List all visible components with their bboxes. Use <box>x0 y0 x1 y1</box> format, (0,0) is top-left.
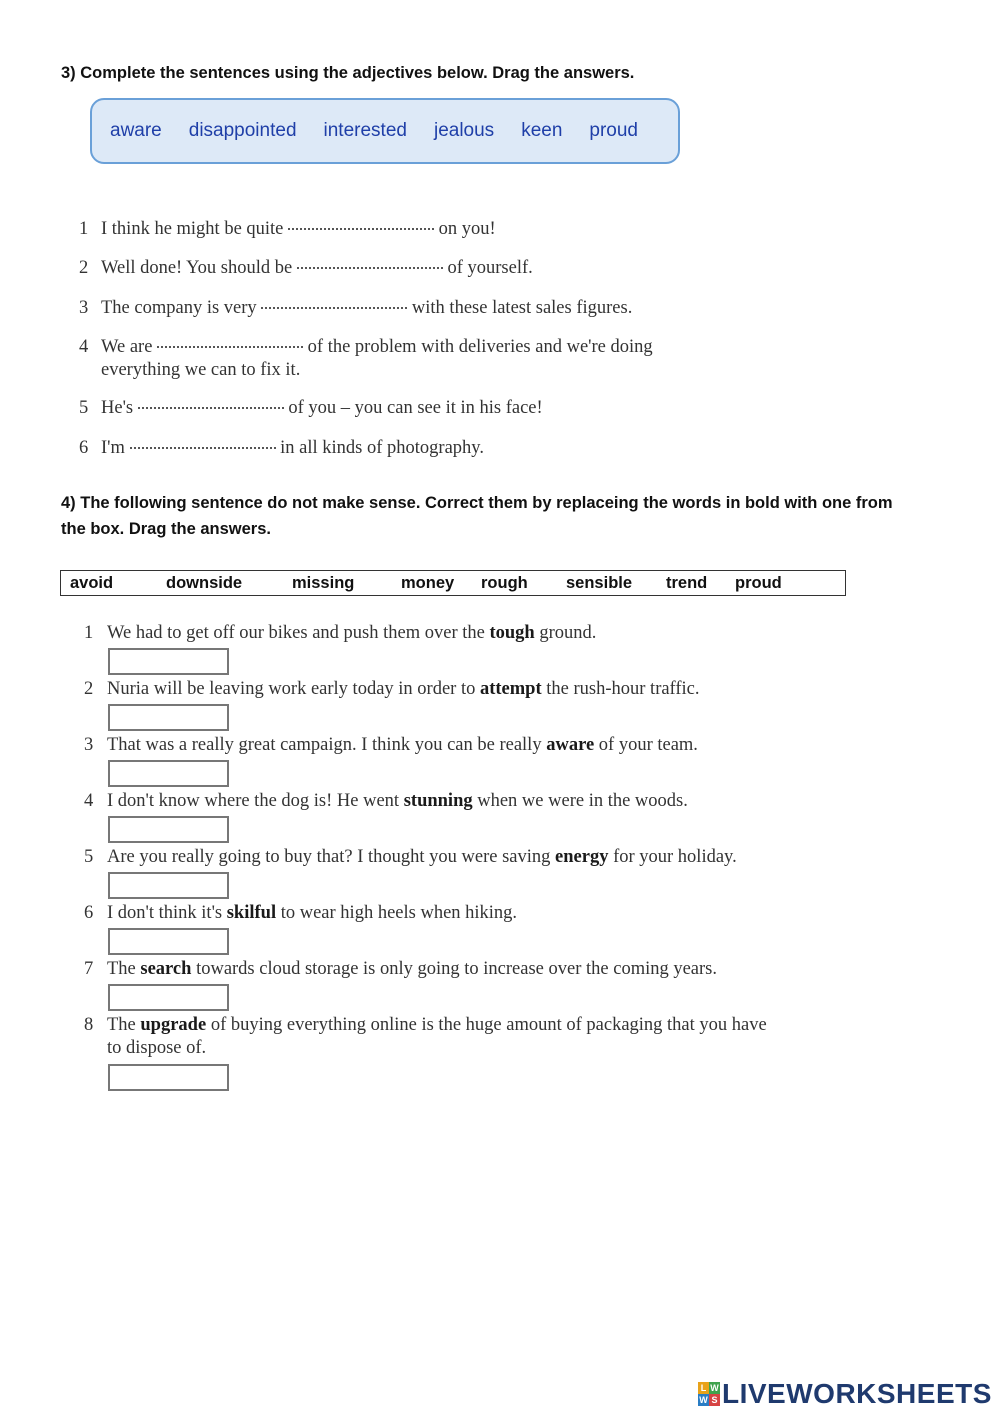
replacement-word-bank <box>60 570 846 596</box>
sentence-text-after: of yourself. <box>442 258 533 278</box>
sentence-text-after: the rush-hour traffic. <box>541 679 700 699</box>
exercise-3-sentence <box>79 297 632 320</box>
sentence-text-after: with these latest sales figures. <box>407 298 633 318</box>
sentence-text-before: The <box>107 959 141 979</box>
exercise-4-sentence <box>84 678 864 701</box>
sentence-number: 4 <box>79 337 89 357</box>
word-chip[interactable]: missing <box>292 574 355 592</box>
sentence-text-before: Are you really going to buy that? I thought you were saving <box>107 847 556 867</box>
word-chip[interactable]: sensible <box>566 574 633 592</box>
word-chip[interactable]: money <box>401 574 455 592</box>
answer-drop-zone[interactable] <box>138 397 284 413</box>
exercise-4-sentence <box>84 958 864 981</box>
sentence-text-after: of buying everything online is the huge amount of packaging that you have <box>206 1015 767 1035</box>
bold-wrong-word: aware <box>546 735 595 755</box>
sentence-text-before: The <box>107 1015 141 1035</box>
word-chip[interactable]: rough <box>481 574 528 592</box>
bold-wrong-word: attempt <box>479 679 542 699</box>
answer-box[interactable] <box>108 984 229 1011</box>
sentence-number: 3 <box>79 298 89 318</box>
bold-wrong-word: skilful <box>226 903 277 923</box>
exercise-4-sentence <box>84 622 864 645</box>
exercise-4-sentence <box>84 846 864 869</box>
exercise-4-sentence <box>84 902 864 925</box>
word-chip[interactable]: trend <box>666 574 708 592</box>
sentence-continuation: everything we can to fix it. <box>101 360 301 380</box>
word-chip[interactable]: proud <box>589 120 638 141</box>
sentence-number: 6 <box>84 903 94 923</box>
sentence-number: 8 <box>84 1015 94 1035</box>
word-chip[interactable]: jealous <box>433 120 495 141</box>
sentence-number: 3 <box>84 735 94 755</box>
sentence-number: 2 <box>84 679 94 699</box>
word-chip[interactable]: disappointed <box>188 120 297 141</box>
sentence-number: 7 <box>84 959 94 979</box>
answer-drop-zone[interactable] <box>261 297 407 313</box>
sentence-text-after: of you – you can see it in his face! <box>283 398 543 418</box>
sentence-text-before: I don't know where the dog is! He went <box>107 791 404 811</box>
sentence-number: 5 <box>84 847 94 867</box>
answer-box[interactable] <box>108 872 229 899</box>
sentence-text-after: towards cloud storage is only going to increase over the coming years. <box>191 959 718 979</box>
sentence-text-before: I'm <box>101 438 130 458</box>
exercise-4-sentence <box>84 790 864 813</box>
sentence-number: 2 <box>79 258 89 278</box>
bold-wrong-word: tough <box>489 623 535 643</box>
sentence-text-after: in all kinds of photography. <box>275 438 484 458</box>
answer-box[interactable] <box>108 816 229 843</box>
answer-box[interactable] <box>108 648 229 675</box>
sentence-text-before: He's <box>101 398 138 418</box>
word-chip[interactable]: avoid <box>70 574 114 592</box>
bold-wrong-word: search <box>140 959 192 979</box>
sentence-text-after: on you! <box>434 219 496 239</box>
exercise-3-sentence <box>79 437 484 460</box>
sentence-text-before: We had to get off our bikes and push them over the <box>107 623 490 643</box>
sentence-text-before: Nuria will be leaving work early today in order to <box>107 679 480 699</box>
sentence-continuation: to dispose of. <box>107 1038 207 1058</box>
bold-wrong-word: stunning <box>403 791 473 811</box>
sentence-text-after: ground. <box>534 623 597 643</box>
exercise-3-sentence <box>79 397 543 420</box>
logo-text: LIVEWORKSHEETS <box>722 1378 992 1409</box>
word-chip[interactable]: keen <box>521 120 563 141</box>
exercise-4-sentence <box>84 734 864 757</box>
sentence-number: 5 <box>79 398 89 418</box>
sentence-number: 6 <box>79 438 89 458</box>
answer-drop-zone[interactable] <box>130 437 276 453</box>
answer-drop-zone[interactable] <box>297 257 443 273</box>
exercise-3-sentence <box>79 336 653 382</box>
word-chip[interactable]: aware <box>110 120 162 141</box>
sentence-number: 4 <box>84 791 94 811</box>
sentence-text-after: when we were in the woods. <box>472 791 688 811</box>
sentence-text-before: Well done! You should be <box>101 258 297 278</box>
word-chip[interactable]: interested <box>323 120 407 141</box>
section-3-heading: 3) Complete the sentences using the adjectives below. Drag the answers. <box>61 64 635 82</box>
answer-drop-zone[interactable] <box>157 336 303 352</box>
sentence-text-before: That was a really great campaign. I think you can be really <box>107 735 547 755</box>
answer-box[interactable] <box>108 1064 229 1091</box>
answer-box[interactable] <box>108 704 229 731</box>
word-chip[interactable]: downside <box>166 574 243 592</box>
logo-mark-icon: L W W S <box>699 1383 719 1405</box>
bold-wrong-word: upgrade <box>140 1015 207 1035</box>
word-chip[interactable]: proud <box>735 574 782 592</box>
exercise-3-sentence <box>79 257 533 280</box>
section-4-heading: 4) The following sentence do not make sense. Correct them by replaceing the words in bold with one from the box. Drag the answers. <box>61 494 893 538</box>
sentence-text-after: for your holiday. <box>608 847 737 867</box>
sentence-number: 1 <box>84 623 94 643</box>
exercise-4-sentence <box>84 1014 864 1060</box>
sentence-text-after: of your team. <box>594 735 698 755</box>
sentence-text-after: to wear high heels when hiking. <box>276 903 518 923</box>
sentence-text-before: The company is very <box>101 298 262 318</box>
answer-box[interactable] <box>108 760 229 787</box>
bold-wrong-word: energy <box>555 847 609 867</box>
exercise-3-sentence <box>79 218 496 241</box>
sentence-text-before: We are <box>101 337 158 357</box>
sentence-number: 1 <box>79 219 89 239</box>
sentence-text-before: I think he might be quite <box>101 219 289 239</box>
adjective-word-bank <box>90 98 680 164</box>
sentence-text-after: of the problem with deliveries and we're doing <box>303 337 653 357</box>
answer-drop-zone[interactable] <box>288 218 434 234</box>
liveworksheets-logo <box>698 1378 992 1410</box>
answer-box[interactable] <box>108 928 229 955</box>
sentence-text-before: I don't think it's <box>107 903 227 923</box>
